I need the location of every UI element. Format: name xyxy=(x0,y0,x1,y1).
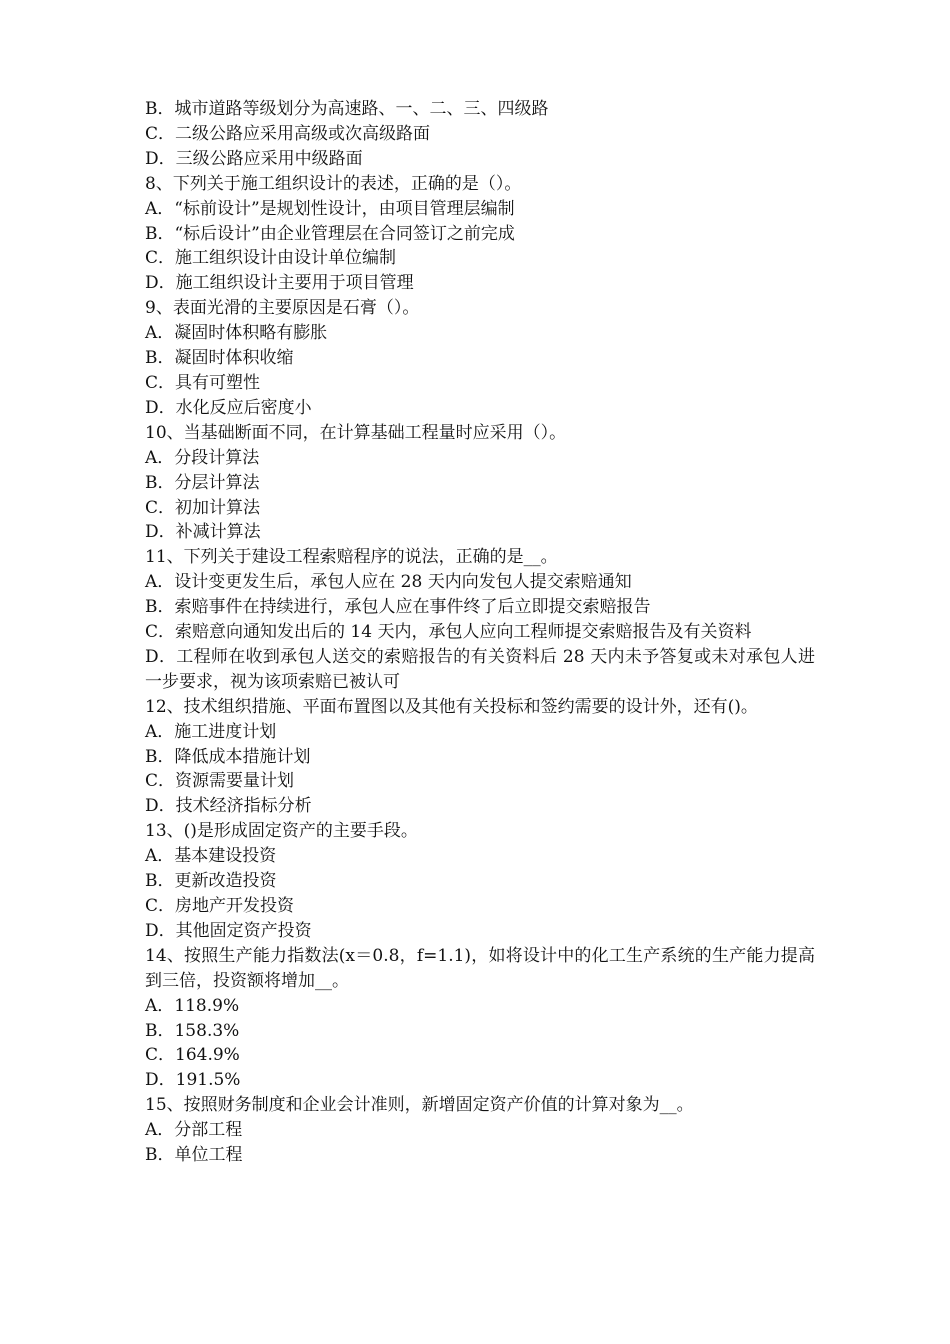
question-14: 14、按照生产能力指数法(x＝0.8，f=1.1)，如将设计中的化工生产系统的生产能力提高到三倍，投资额将增加__。 xyxy=(145,945,815,991)
text-line: B．索赔事件在持续进行，承包人应在事件终了后立即提交索赔报告 xyxy=(145,597,651,618)
question-9: 9、表面光滑的主要原因是石膏（）。 xyxy=(145,298,420,319)
text-line: A．施工进度计划 xyxy=(145,721,277,742)
text-line: B．分层计算法 xyxy=(145,472,260,493)
text-line: B．158.3% xyxy=(145,1020,240,1041)
text-line: D．技术经济指标分析 xyxy=(145,796,312,817)
question-15: 15、按照财务制度和企业会计准则，新增固定资产价值的计算对象为__。 xyxy=(145,1095,694,1116)
question-11: 11、下列关于建设工程索赔程序的说法，正确的是__。 xyxy=(145,547,558,568)
text-line: C．房地产开发投资 xyxy=(145,896,295,916)
text-line: D．水化反应后密度小 xyxy=(145,397,312,418)
document-page xyxy=(145,97,815,1168)
text-line: B．凝固时体积收缩 xyxy=(145,348,294,369)
text-line: A．凝固时体积略有膨胀 xyxy=(145,323,328,344)
text-line: A．设计变更发生后，承包人应在 28 天内向发包人提交索赔通知 xyxy=(145,572,632,593)
text-line: A．“标前设计”是规划性设计，由项目管理层编制 xyxy=(145,198,515,219)
text-line: B．“标后设计”由企业管理层在合同签订之前完成 xyxy=(145,223,515,244)
text-line: D．三级公路应采用中级路面 xyxy=(145,148,363,169)
text-line: B．更新改造投资 xyxy=(145,871,277,892)
text-line: C．施工组织设计由设计单位编制 xyxy=(145,248,397,269)
text-line: A．分段计算法 xyxy=(145,447,260,468)
text-line: A．分部工程 xyxy=(145,1120,243,1141)
question-13: 13、()是形成固定资产的主要手段。 xyxy=(145,821,418,842)
text-line: B．城市道路等级划分为高速路、一、二、三、四级路 xyxy=(145,99,549,119)
question-8: 8、下列关于施工组织设计的表述，正确的是（）。 xyxy=(145,173,522,194)
question-10: 10、当基础断面不同，在计算基础工程量时应采用（）。 xyxy=(145,422,567,443)
text-line: D．施工组织设计主要用于项目管理 xyxy=(145,273,414,294)
text-line: D．191.5% xyxy=(145,1070,241,1091)
text-line: D．其他固定资产投资 xyxy=(145,920,312,941)
text-line: C．具有可塑性 xyxy=(145,372,261,393)
text-line: C．二级公路应采用高级或次高级路面 xyxy=(145,123,431,144)
text-line: C．资源需要量计划 xyxy=(145,771,295,792)
question-12: 12、技术组织措施、平面布置图以及其他有关投标和签约需要的设计外，还有()。 xyxy=(145,696,758,717)
text-line: B．降低成本措施计划 xyxy=(145,746,311,767)
text-line: D．补减计算法 xyxy=(145,522,261,543)
text-line: C．164.9% xyxy=(145,1045,240,1066)
text-line: C．初加计算法 xyxy=(145,497,261,518)
text-line: A．118.9% xyxy=(145,995,240,1016)
text-line: B．单位工程 xyxy=(145,1145,243,1166)
text-paragraph: D．工程师在收到承包人送交的索赔报告的有关资料后 28 天内未予答复或未对承包人进一步要求，视为该项索赔已被认可 xyxy=(145,646,815,692)
text-line: A．基本建设投资 xyxy=(145,846,277,867)
text-paragraph: C．索赔意向通知发出后的 14 天内，承包人应向工程师提交索赔报告及有关资料 xyxy=(145,622,752,643)
